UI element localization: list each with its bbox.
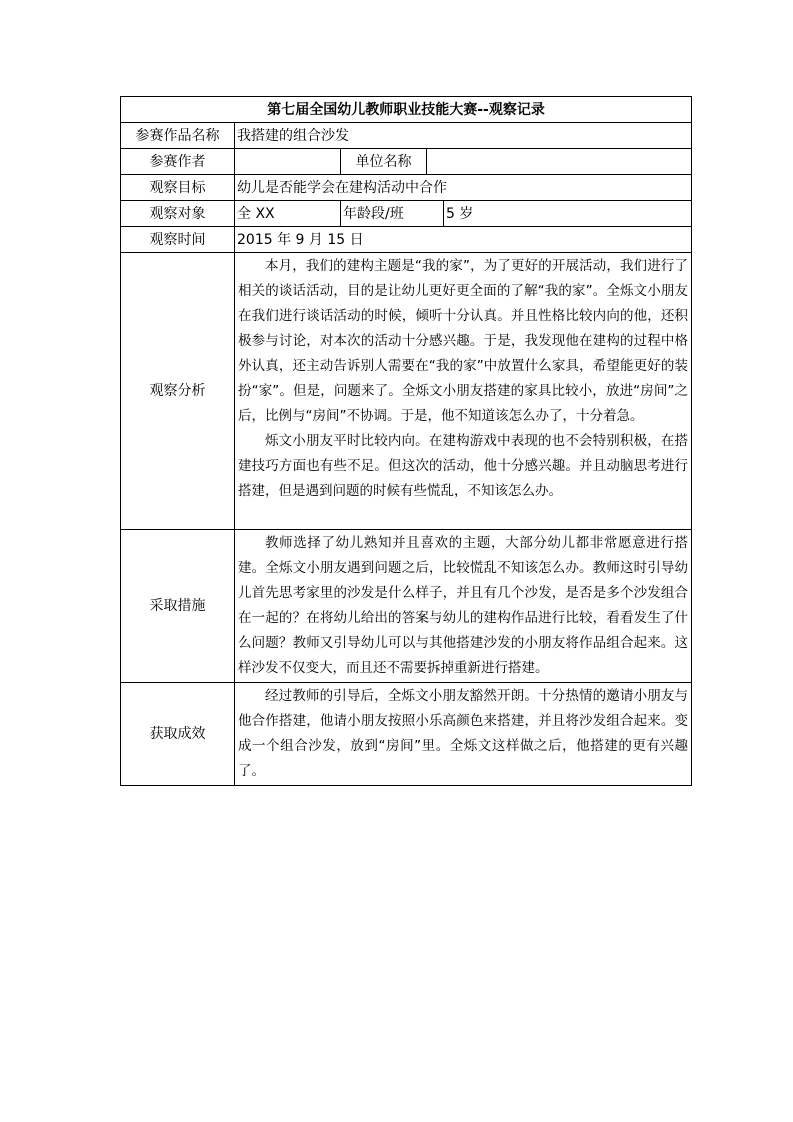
form-title: 第七届全国幼儿教师职业技能大赛--观察记录 (121, 97, 692, 123)
results-row (121, 683, 692, 786)
time-label: 观察时间 (121, 227, 235, 253)
goal-value: 幼儿是否能学会在建构活动中合作 (235, 175, 692, 201)
subject-label: 观察对象 (121, 201, 235, 227)
subject-row (121, 201, 692, 227)
results-label: 获取成效 (121, 683, 235, 786)
time-value: 2015 年 9 月 15 日 (235, 227, 692, 253)
analysis-paragraph: 烁文小朋友平时比较内向。在建构游戏中表现的也不会特别积极，在搭建技巧方面也有些不足。但这次的活动，他十分感兴趣。并且动脑思考进行搭建，但是遇到问题的时候有些慌乱，不知该怎么办。 (238, 433, 689, 499)
analysis-paragraph: 本月，我们的建构主题是“我的家”，为了更好的开展活动，我们进行了相关的谈话活动，目的是让幼儿更好更全面的了解“我的家”。全烁文小朋友在我们进行谈话活动的时候，倾听十分认真。并且性格比较内向的他，还积极参与讨论，对本次的活动十分感兴趣。于是，我发现他在建构的过程中格外认真，还主动告诉别人需要在“我的家”中放置什么家具，希望能更好的装扮“家”。但是，问题来了。全烁文小朋友搭建的家具比较小，放进“房间”之后，比例与“房间”不协调。于是，他不知道该怎么办了，十分着急。 (238, 258, 689, 424)
unit-name-value (427, 149, 692, 175)
analysis-content (235, 253, 692, 530)
goal-label: 观察目标 (121, 175, 235, 201)
results-content (235, 683, 692, 786)
unit-name-label: 单位名称 (341, 149, 427, 175)
observation-record-sheet (120, 96, 691, 786)
results-paragraph: 经过教师的引导后，全烁文小朋友豁然开朗。十分热情的邀请小朋友与他合作搭建，他请小朋友按照小乐高颜色来搭建，并且将沙发组合起来。变成一个组合沙发，放到“房间”里。全烁文这样做之后，他搭建的更有兴趣了。 (238, 688, 689, 779)
work-name-row (121, 123, 692, 149)
goal-row (121, 175, 692, 201)
measures-content (235, 530, 692, 683)
work-name-value: 我搭建的组合沙发 (235, 123, 692, 149)
measures-label: 采取措施 (121, 530, 235, 683)
age-group-value: 5 岁 (444, 201, 692, 227)
author-row (121, 149, 692, 175)
measures-row (121, 530, 692, 683)
author-label: 参赛作者 (121, 149, 235, 175)
observation-record-table (120, 96, 692, 786)
work-name-label: 参赛作品名称 (121, 123, 235, 149)
analysis-row (121, 253, 692, 530)
author-value (235, 149, 341, 175)
age-group-label: 年龄段/班 (341, 201, 444, 227)
analysis-label: 观察分析 (121, 253, 235, 530)
subject-value: 全 XX (235, 201, 341, 227)
time-row (121, 227, 692, 253)
measures-paragraph: 教师选择了幼儿熟知并且喜欢的主题，大部分幼儿都非常愿意进行搭建。全烁文小朋友遇到问题之后，比较慌乱不知该怎么办。教师这时引导幼儿首先思考家里的沙发是什么样子，并且有几个沙发，是否是多个沙发组合在一起的？在将幼儿给出的答案与幼儿的建构作品进行比较，看看发生了什么问题？教师又引导幼儿可以与其他搭建沙发的小朋友将作品组合起来。这样沙发不仅变大，而且还不需要拆掉重新进行搭建。 (238, 535, 689, 676)
